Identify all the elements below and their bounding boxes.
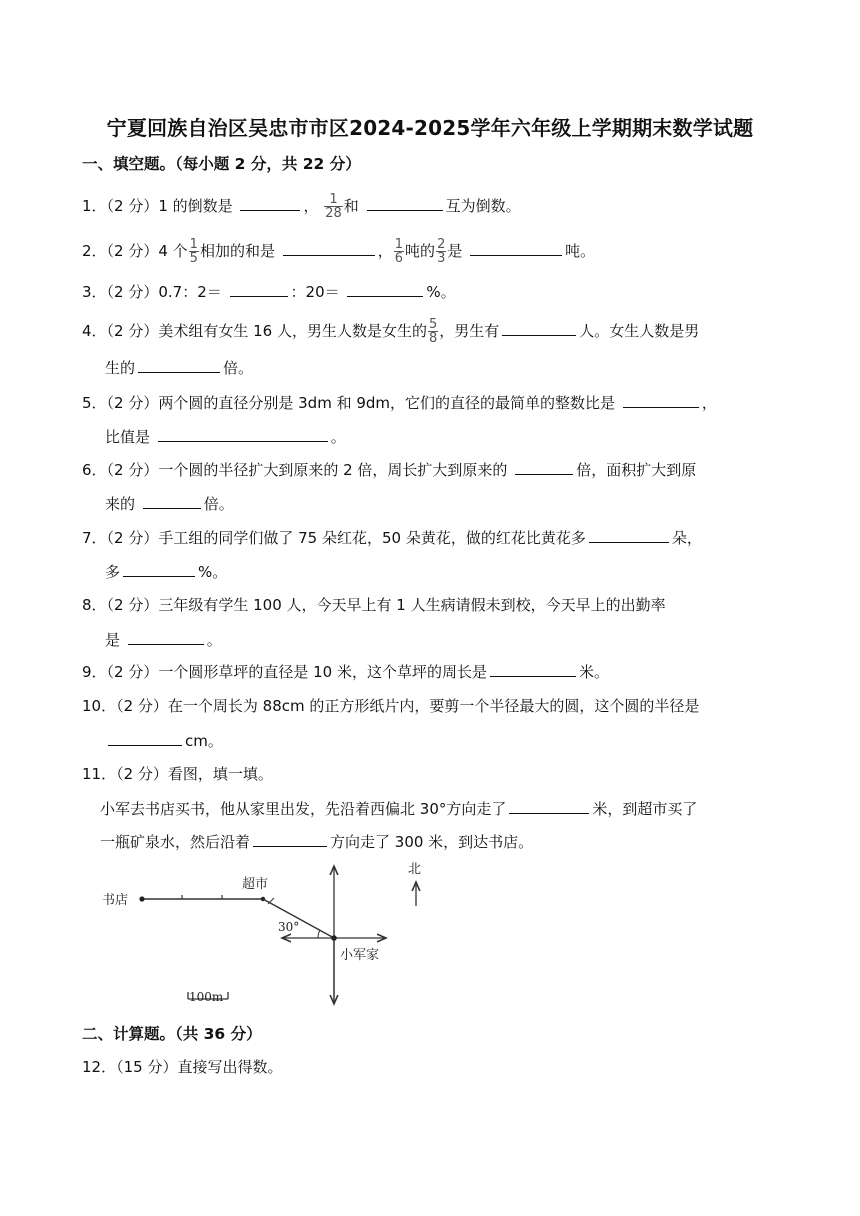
bookstore-label: 书店 [102, 893, 129, 908]
q7-blank-1[interactable] [589, 526, 669, 543]
q3-text-b: ：20＝ [290, 283, 340, 301]
angle-arc [318, 930, 320, 938]
q8-text-b: 是 [105, 631, 121, 649]
bookstore-point [139, 896, 144, 901]
north-label: 北 [408, 862, 422, 877]
q4-blank-2[interactable] [138, 356, 220, 373]
section-calc-header: 二、计算题。（共 36 分） [82, 1025, 262, 1043]
question-11-line-1 [82, 763, 273, 785]
q10-text-b: cm。 [185, 732, 223, 750]
q11-text-d: 一瓶矿泉水，然后沿着 [100, 833, 251, 851]
q7-text-b: 朵， [671, 529, 702, 547]
q2-fraction-1: $\frac{1}{5}$ [189, 237, 198, 266]
q6-text-b: 倍，面积扩大到原 [576, 461, 697, 479]
supermarket-label: 超市 [242, 877, 269, 892]
q3-blank-1[interactable] [230, 280, 288, 297]
q2-fraction-2: $\frac{1}{6}$ [394, 237, 404, 266]
q2-text-b: 相加的和是 [199, 242, 275, 260]
q6-text-d: 倍。 [203, 495, 234, 513]
angle-label: 30° [278, 920, 300, 934]
q9-text-b: 米。 [578, 663, 609, 681]
scale-label: 100m [189, 990, 224, 1004]
q7-text-a: 7．（2 分）手工组的同学们做了 75 朵红花，50 朵黄花，做的红花比黄花多 [82, 529, 586, 547]
question-6-line-1 [82, 458, 696, 481]
q1-text-b: 和 [343, 197, 359, 215]
home-label: 小军家 [340, 948, 380, 963]
q4-text-e: 倍。 [223, 359, 254, 377]
q4-text-d: 生的 [105, 359, 136, 377]
q12-text-a: 12．（15 分）直接写出得数。 [82, 1058, 283, 1076]
question-7-line-2 [105, 560, 227, 583]
q2-fraction-3: $\frac{2}{3}$ [437, 237, 446, 266]
q5-text-d: 。 [330, 428, 346, 446]
home-point [331, 935, 337, 941]
question-10-line-2 [105, 729, 223, 752]
question-2: 2．（2 分）4 个 $\frac{1}{5}$ 相加的和是 ， $\frac{1}{6}$ 吨的 $\frac{2}{3}$ 是 吨。 [82, 237, 596, 266]
q2-text-f: 吨。 [565, 242, 596, 260]
q2-text-a: 2．（2 分）4 个 [82, 242, 188, 260]
q11-blank-2[interactable] [253, 830, 327, 847]
q7-blank-2[interactable] [123, 560, 195, 577]
question-3 [82, 280, 456, 303]
question-4-line-1 [82, 318, 699, 345]
question-7-line-1 [82, 526, 702, 549]
q1-blank-1[interactable] [240, 194, 300, 211]
q11-text-e: 方向走了 300 米，到达书店。 [330, 833, 534, 851]
q8-text-c: 。 [206, 631, 222, 649]
q9-blank[interactable] [490, 660, 576, 677]
question-11-line-2 [100, 797, 697, 820]
q6-text-a: 6．（2 分）一个圆的半径扩大到原来的 2 倍，周长扩大到原来的 [82, 461, 508, 479]
q5-text-a: 5．（2 分）两个圆的直径分别是 3dm 和 9dm，它们的直径的最简单的整数比是 [82, 394, 616, 412]
q6-blank-1[interactable] [515, 458, 573, 475]
q1-blank-2[interactable] [367, 194, 443, 211]
page-title: 宁夏回族自治区吴忠市市区2024-2025学年六年级上学期期末数学试题 [106, 116, 754, 140]
q11-text-b: 小军去书店买书，他从家里出发，先沿着西偏北 30°方向走了 [100, 800, 507, 818]
section-fill-in-header: 一、填空题。（每小题 2 分，共 22 分） [82, 155, 361, 173]
q3-blank-2[interactable] [347, 280, 423, 297]
q1-text-c: 互为倒数。 [445, 197, 521, 215]
q8-blank[interactable] [128, 628, 204, 645]
q11-text-c: 米，到超市买了 [592, 800, 698, 818]
question-9 [82, 660, 609, 683]
q9-text-a: 9．（2 分）一个圆形草坪的直径是 10 米，这个草坪的周长是 [82, 663, 487, 681]
q5-blank-2[interactable] [158, 425, 328, 442]
q4-fraction: $\frac{5}{8}$ [428, 317, 438, 346]
route-map-diagram [100, 858, 430, 1014]
question-1: 1．（2 分）1 的倒数是 ， $\frac{1}{28}$ 和 互为倒数。 [82, 192, 521, 221]
q6-text-c: 来的 [105, 495, 136, 513]
question-12 [82, 1056, 282, 1078]
q10-text-a: 10．（2 分）在一个周长为 88cm 的正方形纸片内，要剪一个半径最大的圆，这个圆的半径是 [82, 697, 700, 715]
q3-text-c: %。 [426, 283, 456, 301]
question-8-line-2 [105, 628, 222, 651]
q5-text-c: 比值是 [105, 428, 151, 446]
q6-blank-2[interactable] [143, 492, 201, 509]
q7-text-d: %。 [198, 563, 228, 581]
question-4-line-2 [105, 356, 253, 379]
q4-text-c: 人。女生人数是男 [579, 322, 700, 340]
q1-fraction: $\frac{1}{28}$ [325, 192, 342, 221]
question-10-line-1 [82, 695, 699, 717]
q11-text-a: 11．（2 分）看图，填一填。 [82, 765, 273, 783]
q5-blank-1[interactable] [623, 391, 699, 408]
question-6-line-2 [105, 492, 234, 515]
q8-text-a: 8．（2 分）三年级有学生 100 人，今天早上有 1 人生病请假未到校，今天早上的出勤率 [82, 596, 666, 614]
q7-text-c: 多 [105, 563, 121, 581]
question-11-line-3 [100, 830, 533, 853]
q11-blank-1[interactable] [509, 797, 589, 814]
q2-text-d: 吨的 [405, 242, 436, 260]
q1-text-a: 1．（2 分）1 的倒数是 [82, 197, 233, 215]
q5-text-b: ， [701, 394, 717, 412]
q2-text-e: 是 [447, 242, 463, 260]
q10-blank[interactable] [108, 729, 182, 746]
question-8-line-1 [82, 594, 666, 616]
q2-blank-2[interactable] [470, 239, 562, 256]
q2-blank-1[interactable] [283, 239, 375, 256]
q4-text-a: 4．（2 分）美术组有女生 16 人，男生人数是女生的 [82, 322, 427, 340]
q4-blank-1[interactable] [502, 319, 576, 336]
question-5-line-1 [82, 391, 717, 414]
q4-text-b: ，男生有 [439, 322, 500, 340]
q3-text-a: 3．（2 分）0.7：2＝ [82, 283, 222, 301]
question-5-line-2 [105, 425, 346, 448]
